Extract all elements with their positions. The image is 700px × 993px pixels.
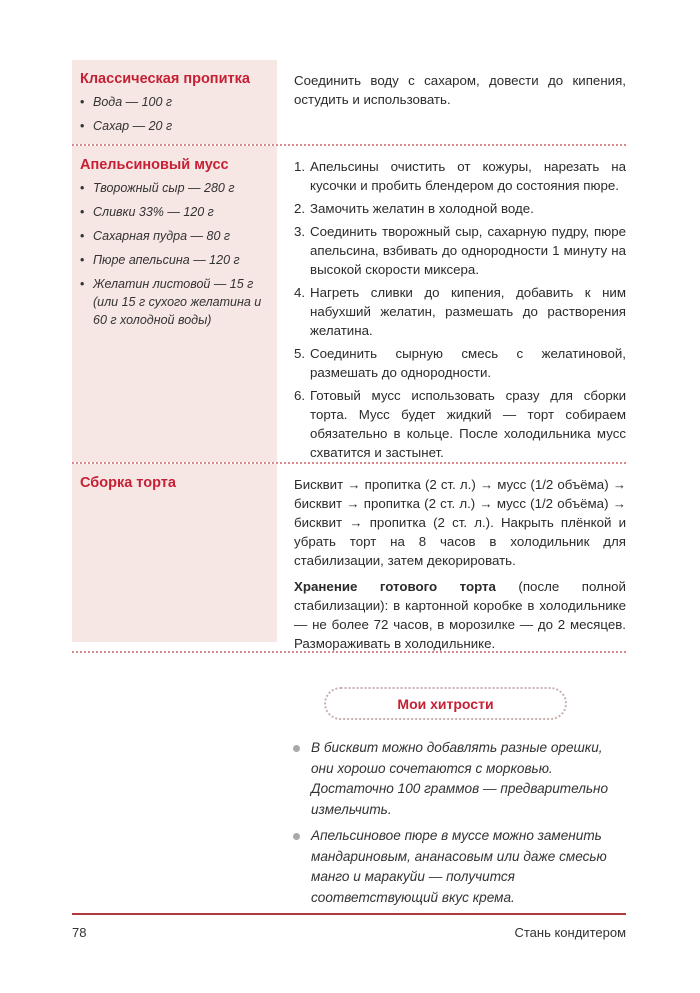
assembly-text: Бисквит → пропитка (2 ст. л.) → мусс (1/2 объёма) → бисквит → пропитка (2 ст. л.) → мусс (1/2 объёма) → бисквит → пропитка (2 ст. л.). Накрыть плёнкой и убрать торт на 8 часов в холодильник для стабилизации, затем декорировать. xyxy=(294,477,626,568)
step-item xyxy=(294,344,626,382)
mousse-instructions xyxy=(277,146,626,462)
assembly-title: Сборка торта xyxy=(80,475,176,491)
step-number: 2. xyxy=(294,201,306,216)
tip-item: Апельсиновое пюре в муссе можно заменить мандариновым, ананасовым или даже смесью манго и маракуйи — получится соответствующий вкус крема. xyxy=(291,826,626,908)
step-number: 3. xyxy=(294,224,306,239)
step-text: Соединить творожный сыр, сахарную пудру, пюре апельсина, взбивать до однородности 1 минуту на высокой скорости миксера. xyxy=(310,224,626,277)
page-number: 78 xyxy=(72,925,87,940)
soak-title: Классическая пропитка xyxy=(80,71,250,87)
ingredient-item: • Пюре апельсина — 120 г xyxy=(80,251,269,269)
step-text: Нагреть сливки до кипения, добавить к ним набухший желатин, размешать до растворения желатина. xyxy=(310,285,626,338)
step-number: 1. xyxy=(294,159,306,174)
step-item xyxy=(294,386,626,462)
step-item xyxy=(294,199,626,218)
mousse-ingredient-list xyxy=(80,179,269,329)
mousse-ingredients-panel xyxy=(72,146,277,462)
mousse-row xyxy=(72,146,626,462)
step-item xyxy=(294,283,626,340)
soak-text: Соединить воду с сахаром, довести до кипения, остудить и использовать. xyxy=(294,73,626,107)
ingredient-item: • Желатин листовой — 15 г (или 15 г сухого желатина и 60 г холодной воды) xyxy=(80,275,269,329)
soak-ingredients-panel xyxy=(72,60,277,144)
ingredient-item: • Творожный сыр — 280 г xyxy=(80,179,269,197)
ingredient-item: • Сахарная пудра — 80 г xyxy=(80,227,269,245)
tips-heading-box xyxy=(324,687,567,720)
storage-text: (после полной стабилизации): в картонной коробке в холодильнике — не более 72 часов, в морозилке — до 2 месяцев. Размораживать в холодильнике. xyxy=(294,579,626,651)
step-text: Готовый мусс использовать сразу для сборки торта. Мусс будет жидкий — торт собираем обязательно в кольце. После холодильника мусс схватится и застынет. xyxy=(310,388,626,460)
step-number: 4. xyxy=(294,285,306,300)
assembly-instructions xyxy=(277,464,626,651)
ingredient-item: • Сливки 33% — 120 г xyxy=(80,203,269,221)
tips-title: Мои хитрости xyxy=(397,695,494,712)
ingredient-item: • Вода — 100 г xyxy=(80,93,269,111)
mousse-title: Апельсиновый мусс xyxy=(80,157,229,173)
storage-label: Хранение готового торта xyxy=(294,579,496,594)
tip-item: В бисквит можно добавлять разные орешки, они хорошо сочетаются с морковью. Достаточно 100 граммов — предварительно измельчить. xyxy=(291,738,626,820)
step-item xyxy=(294,157,626,195)
step-text: Соединить сырную смесь с желатиновой, размешать до однородности. xyxy=(310,346,626,380)
step-number: 6. xyxy=(294,388,306,403)
step-text: Апельсины очистить от кожуры, нарезать на кусочки и пробить блендером до состояния пюре. xyxy=(310,159,626,193)
footer-rule xyxy=(72,913,626,915)
soak-instructions xyxy=(277,60,626,144)
step-number: 5. xyxy=(294,346,306,361)
storage-paragraph xyxy=(294,577,626,653)
soak-ingredient-list xyxy=(80,93,269,135)
tips-list xyxy=(291,738,626,914)
mousse-step-list xyxy=(294,157,626,462)
ingredient-item: • Сахар — 20 г xyxy=(80,117,269,135)
assembly-row xyxy=(72,464,626,651)
soak-row xyxy=(72,60,626,144)
assembly-panel xyxy=(72,464,277,642)
step-text: Замочить желатин в холодной воде. xyxy=(310,201,534,216)
recipe-table xyxy=(72,60,626,653)
book-title: Стань кондитером xyxy=(514,925,626,940)
step-item xyxy=(294,222,626,279)
